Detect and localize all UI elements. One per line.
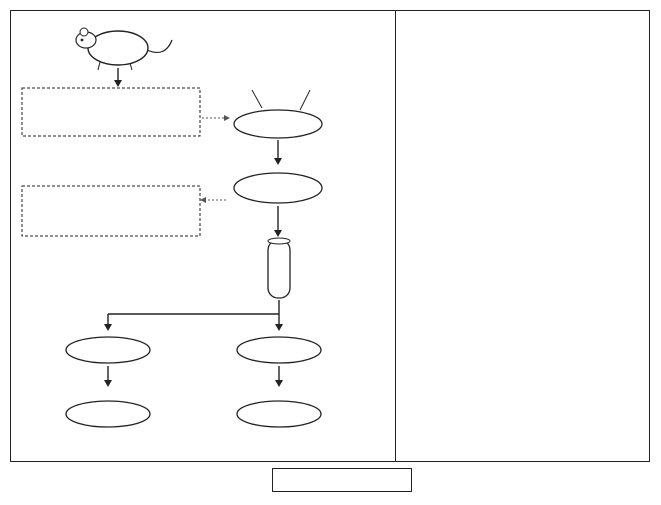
petri-dish-7: [237, 401, 321, 427]
spleen-cells-box: [22, 88, 200, 136]
document-caption: [272, 468, 412, 492]
steps-table: [395, 10, 650, 462]
mouse-illustration: [76, 28, 172, 70]
petri-dish-1: [234, 110, 322, 138]
test-tube-4: [268, 238, 290, 298]
petri-dish-8: [66, 401, 150, 427]
petri-dish-2: [234, 173, 322, 203]
petri-dish-6: [66, 337, 150, 363]
washed-cells-box: [22, 186, 200, 236]
petri-dish-5: [237, 337, 321, 363]
